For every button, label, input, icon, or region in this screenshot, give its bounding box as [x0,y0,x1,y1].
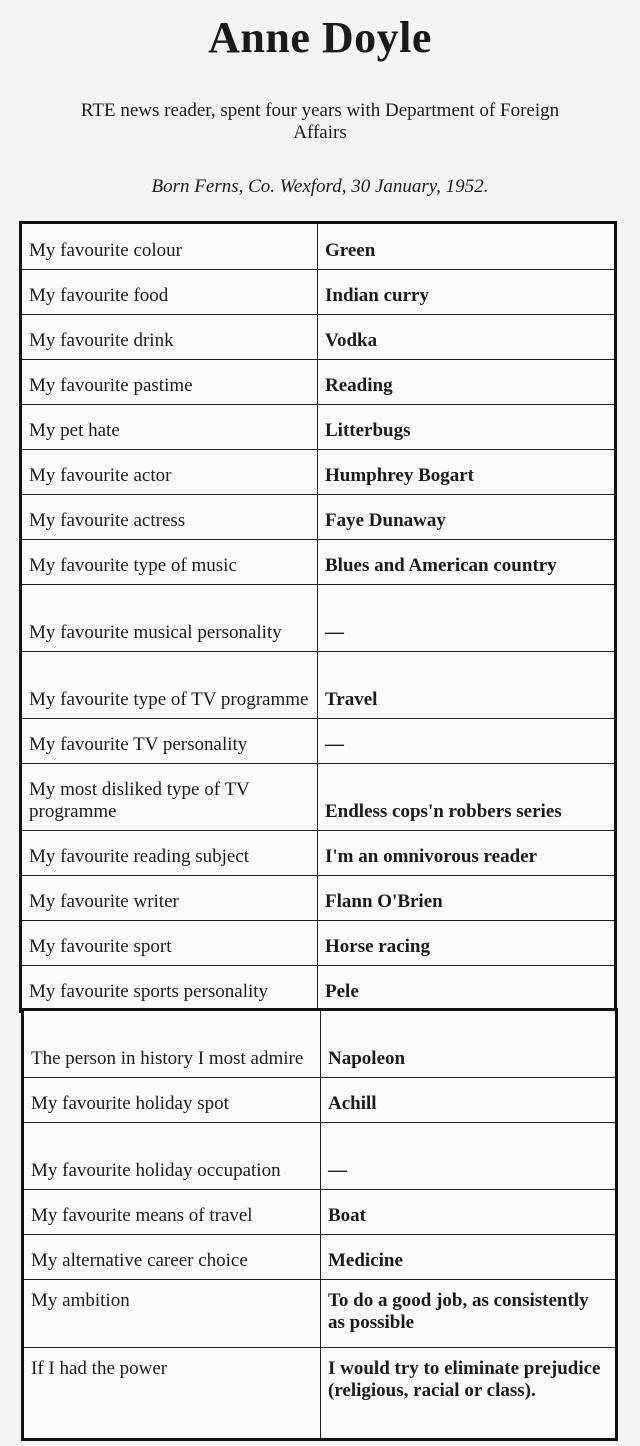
answer-cell: Faye Dunaway [318,495,616,540]
table-row [23,1010,617,1078]
question-cell: My favourite sport [21,921,318,966]
question-cell: My favourite actress [21,495,318,540]
personal-table [21,1008,618,1441]
question-cell: The person in history I most admire [23,1010,321,1078]
table-row [21,315,616,360]
question-cell: My ambition [23,1280,321,1348]
table-row [23,1078,617,1123]
question-cell: My favourite food [21,270,318,315]
table-row [23,1280,617,1348]
answer-cell: Napoleon [321,1010,617,1078]
answer-cell: Litterbugs [318,405,616,450]
answer-cell: Indian curry [318,270,616,315]
profile-description: RTE news reader, spent four years with Department of Foreign Affairs [80,100,560,143]
answer-cell: — [321,1123,617,1190]
table-row [21,270,616,315]
answer-cell: Horse racing [318,921,616,966]
favourites-table [19,221,617,1013]
table-row [21,540,616,585]
table-row [23,1235,617,1280]
table-row [21,450,616,495]
question-cell: If I had the power [23,1348,321,1440]
table-row [21,719,616,764]
answer-cell: Flann O'Brien [318,876,616,921]
table-row [21,921,616,966]
table-row [21,585,616,652]
answer-cell: — [318,585,616,652]
table-row [21,831,616,876]
question-cell: My favourite writer [21,876,318,921]
question-cell: My favourite colour [21,223,318,270]
table-row [23,1123,617,1190]
table-row [21,652,616,719]
answer-cell: Vodka [318,315,616,360]
answer-cell: Reading [318,360,616,405]
question-cell: My pet hate [21,405,318,450]
answer-cell: Blues and American country [318,540,616,585]
question-cell: My favourite type of music [21,540,318,585]
table-row [21,876,616,921]
answer-cell: I'm an omnivorous reader [318,831,616,876]
answer-cell: — [318,719,616,764]
table-row [21,764,616,831]
question-cell: My favourite pastime [21,360,318,405]
birth-info: Born Ferns, Co. Wexford, 30 January, 1952. [151,176,489,197]
table-row [23,1348,617,1440]
question-cell: My favourite holiday spot [23,1078,321,1123]
question-cell: My alternative career choice [23,1235,321,1280]
question-cell: My favourite actor [21,450,318,495]
table-row [21,966,616,1012]
question-cell: My favourite sports personality [21,966,318,1012]
question-cell: My favourite musical personality [21,585,318,652]
answer-cell: Pele [318,966,616,1012]
page-title: Anne Doyle [208,13,432,62]
answer-cell: Green [318,223,616,270]
question-cell: My favourite reading subject [21,831,318,876]
answer-cell: To do a good job, as consistently as possible [321,1280,617,1348]
answer-cell: Medicine [321,1235,617,1280]
table-row [21,223,616,270]
table-row [23,1190,617,1235]
question-cell: My favourite means of travel [23,1190,321,1235]
answer-cell: Endless cops'n robbers series [318,764,616,831]
answer-cell: I would try to eliminate prejudice (religious, racial or class). [321,1348,617,1440]
table-row [21,405,616,450]
answer-cell: Travel [318,652,616,719]
question-cell: My favourite TV personality [21,719,318,764]
answer-cell: Humphrey Bogart [318,450,616,495]
question-cell: My favourite type of TV programme [21,652,318,719]
answer-cell: Achill [321,1078,617,1123]
table-row [21,495,616,540]
answer-cell: Boat [321,1190,617,1235]
question-cell: My favourite drink [21,315,318,360]
question-cell: My most disliked type of TV programme [21,764,318,831]
question-cell: My favourite holiday occupation [23,1123,321,1190]
table-row [21,360,616,405]
